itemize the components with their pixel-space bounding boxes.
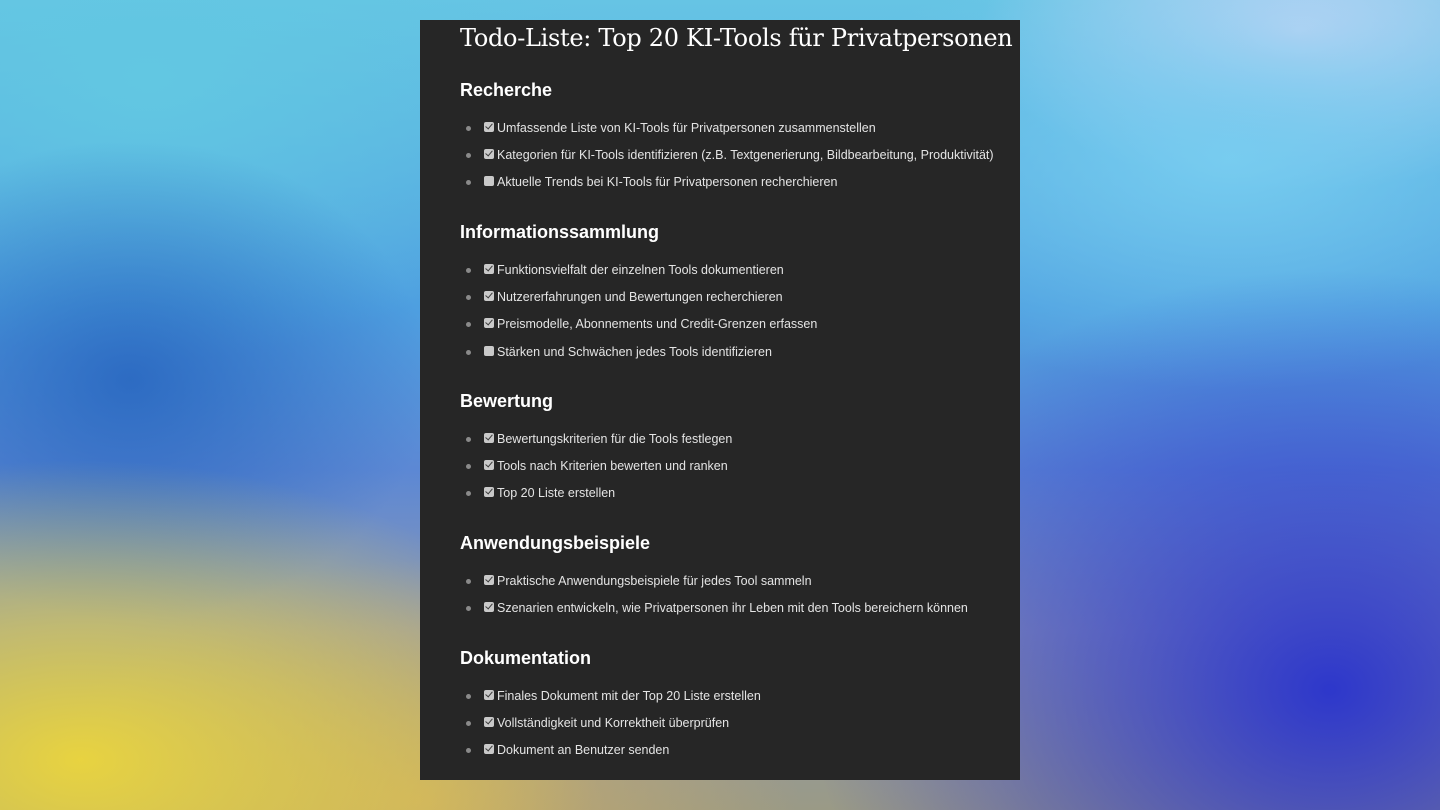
task-item [460, 114, 994, 141]
checkbox-checked-icon[interactable] [484, 602, 494, 612]
task-item [460, 682, 761, 709]
task-label: Praktische Anwendungsbeispiele für jedes Tool sammeln [497, 573, 812, 588]
task-item [460, 283, 817, 310]
checkbox-checked-icon[interactable] [484, 575, 494, 585]
section-heading: Dokumentation [460, 648, 592, 668]
bullet-icon [466, 322, 471, 327]
bullet-icon [466, 748, 471, 753]
task-label: Funktionsvielfalt der einzelnen Tools dokumentieren [497, 262, 784, 277]
todo-section [460, 78, 1000, 190]
task-label: Preismodelle, Abonnements und Credit-Grenzen erfassen [497, 317, 818, 332]
bullet-icon [466, 180, 471, 185]
task-label: Dokument an Benutzer senden [497, 743, 670, 758]
task-label: Aktuelle Trends bei KI-Tools für Privatpersonen recherchieren [497, 175, 838, 190]
bullet-icon [466, 606, 471, 611]
task-item [460, 709, 761, 736]
task-list [460, 256, 817, 365]
task-item [460, 737, 761, 764]
section-heading: Informationssammlung [460, 222, 660, 242]
todo-section [460, 389, 1000, 501]
section-heading: Anwendungsbeispiele [460, 533, 651, 553]
checkbox-checked-icon[interactable] [484, 264, 494, 274]
task-list [460, 114, 994, 196]
bullet-icon [466, 491, 471, 496]
checkbox-checked-icon[interactable] [484, 744, 494, 754]
checkbox-unchecked-icon[interactable] [484, 176, 494, 186]
task-label: Finales Dokument mit der Top 20 Liste erstellen [497, 688, 761, 703]
task-item [460, 425, 732, 452]
task-item [460, 567, 968, 594]
bullet-icon [466, 295, 471, 300]
page-title: Todo-Liste: Top 20 KI-Tools für Privatpersonen [460, 24, 1013, 52]
todo-section [460, 531, 1000, 615]
task-label: Kategorien für KI-Tools identifizieren (z.B. Textgenerierung, Bildbearbeitung, Produktivität) [497, 147, 994, 162]
bullet-icon [466, 126, 471, 131]
bullet-icon [466, 437, 471, 442]
task-item [460, 311, 817, 338]
bullet-icon [466, 350, 471, 355]
task-list [460, 682, 761, 764]
task-list [460, 567, 968, 622]
checkbox-checked-icon[interactable] [484, 318, 494, 328]
bullet-icon [466, 153, 471, 158]
task-item [460, 256, 817, 283]
section-heading: Recherche [460, 80, 553, 100]
todo-section [460, 220, 1000, 359]
bullet-icon [466, 721, 471, 726]
checkbox-checked-icon[interactable] [484, 291, 494, 301]
checkbox-checked-icon[interactable] [484, 717, 494, 727]
task-item [460, 141, 994, 168]
task-label: Stärken und Schwächen jedes Tools identifizieren [497, 344, 772, 359]
task-item [460, 338, 817, 365]
checkbox-checked-icon[interactable] [484, 149, 494, 159]
task-label: Szenarien entwickeln, wie Privatpersonen ihr Leben mit den Tools bereichern können [497, 600, 968, 615]
task-label: Nutzererfahrungen und Bewertungen recherchieren [497, 289, 783, 304]
bullet-icon [466, 268, 471, 273]
bullet-icon [466, 464, 471, 469]
task-label: Bewertungskriterien für die Tools festlegen [497, 431, 733, 446]
task-label: Top 20 Liste erstellen [497, 486, 616, 501]
todo-section [460, 646, 1000, 758]
checkbox-checked-icon[interactable] [484, 690, 494, 700]
task-item [460, 480, 732, 507]
checkbox-checked-icon[interactable] [484, 122, 494, 132]
section-heading: Bewertung [460, 391, 554, 411]
checkbox-checked-icon[interactable] [484, 487, 494, 497]
task-item [460, 452, 732, 479]
task-label: Vollständigkeit und Korrektheit überprüfen [497, 715, 730, 730]
checkbox-checked-icon[interactable] [484, 460, 494, 470]
todo-document-panel [420, 20, 1020, 780]
bullet-icon [466, 694, 471, 699]
task-item [460, 594, 968, 621]
checkbox-unchecked-icon[interactable] [484, 346, 494, 356]
task-label: Umfassende Liste von KI-Tools für Privatpersonen zusammenstellen [497, 120, 876, 135]
task-label: Tools nach Kriterien bewerten und ranken [497, 458, 728, 473]
task-item [460, 169, 994, 196]
task-list [460, 425, 732, 507]
checkbox-checked-icon[interactable] [484, 433, 494, 443]
bullet-icon [466, 579, 471, 584]
